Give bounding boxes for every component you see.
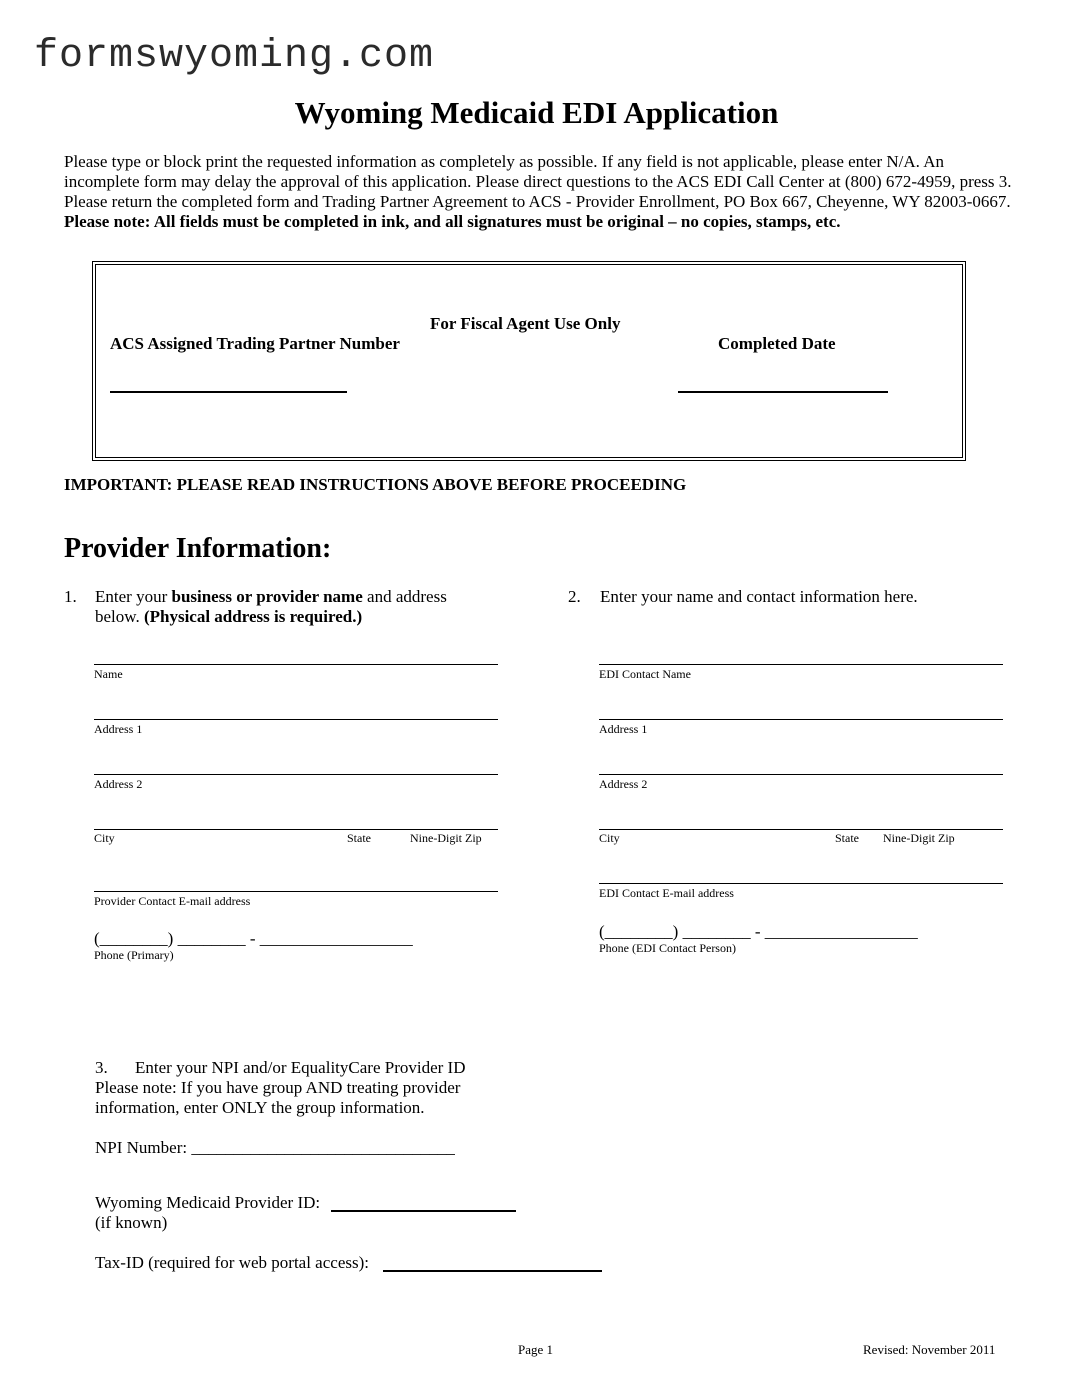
provider-email-field[interactable] bbox=[94, 891, 498, 892]
edi-address1-label: Address 1 bbox=[599, 722, 648, 736]
q2-text: Enter your name and contact information here. bbox=[600, 587, 918, 606]
intro-note: Please note: All fields must be completed in ink, and all signatures must be original – no copies, stamps, etc. bbox=[64, 212, 841, 231]
q3-number: 3. bbox=[95, 1058, 108, 1077]
fiscal-agent-box bbox=[92, 261, 966, 461]
q1-number: 1. bbox=[64, 587, 77, 606]
tax-id-label: Tax-ID (required for web portal access): bbox=[95, 1253, 369, 1272]
trading-partner-number-label: ACS Assigned Trading Partner Number bbox=[110, 334, 400, 353]
edi-address2-label: Address 2 bbox=[599, 777, 648, 791]
provider-email-label: Provider Contact E-mail address bbox=[94, 894, 251, 908]
edi-contact-name-label: EDI Contact Name bbox=[599, 667, 691, 681]
edi-address2-field[interactable] bbox=[599, 774, 1003, 775]
fiscal-agent-title: For Fiscal Agent Use Only bbox=[430, 314, 621, 333]
trading-partner-number-field[interactable] bbox=[110, 391, 347, 393]
q3-text-line1: Enter your NPI and/or EqualityCare Provider ID bbox=[135, 1058, 466, 1077]
tax-id-field[interactable] bbox=[383, 1270, 602, 1272]
provider-state-label: State bbox=[347, 831, 371, 845]
provider-name-label: Name bbox=[94, 667, 123, 681]
edi-address1-field[interactable] bbox=[599, 719, 1003, 720]
provider-name-field[interactable] bbox=[94, 664, 498, 665]
edi-city-state-zip-field[interactable] bbox=[599, 829, 1003, 830]
q1-text bbox=[95, 587, 515, 627]
q2-number: 2. bbox=[568, 587, 581, 606]
edi-contact-name-field[interactable] bbox=[599, 664, 1003, 665]
q3-text-line2: Please note: If you have group AND treating provider bbox=[95, 1078, 461, 1097]
section-title: Provider Information: bbox=[64, 533, 332, 564]
provider-city-label: City bbox=[94, 831, 115, 845]
medicaid-provider-id-label: Wyoming Medicaid Provider ID: bbox=[95, 1193, 321, 1212]
medicaid-provider-id-field[interactable] bbox=[331, 1210, 516, 1212]
provider-address2-label: Address 2 bbox=[94, 777, 143, 791]
edi-email-field[interactable] bbox=[599, 883, 1003, 884]
medicaid-provider-id-note: (if known) bbox=[95, 1213, 168, 1232]
important-notice: IMPORTANT: PLEASE READ INSTRUCTIONS ABOVE BEFORE PROCEEDING bbox=[64, 475, 687, 494]
provider-address1-label: Address 1 bbox=[94, 722, 143, 736]
provider-address1-field[interactable] bbox=[94, 719, 498, 720]
revised-date: Revised: November 2011 bbox=[863, 1342, 996, 1357]
intro-paragraph bbox=[64, 152, 1014, 232]
q1-text-post: and address bbox=[362, 587, 447, 606]
page-number: Page 1 bbox=[518, 1342, 554, 1357]
completed-date-field[interactable] bbox=[678, 391, 888, 393]
q3-text-line3: information, enter ONLY the group information. bbox=[95, 1098, 425, 1117]
edi-phone-label: Phone (EDI Contact Person) bbox=[599, 941, 736, 955]
provider-phone-label: Phone (Primary) bbox=[94, 948, 174, 962]
q1-text-bold: business or provider name bbox=[171, 587, 363, 606]
completed-date-label: Completed Date bbox=[718, 334, 836, 353]
intro-text: Please type or block print the requested information as completely as possible. If any field is not applicable, please enter N/A. An incomplete form may delay the approval of this application. Please direct questions to the ACS EDI Call Center at (800) 672-4959, press 3. Please return the completed form and Trading Partner Agreement to ACS - Provider Enrollment, PO Box 667, Cheyenne, WY 82003-0667. bbox=[64, 152, 1012, 211]
edi-zip-label: Nine-Digit Zip bbox=[883, 831, 955, 845]
edi-city-label: City bbox=[599, 831, 620, 845]
site-watermark: formswyoming.com bbox=[34, 34, 435, 79]
edi-state-label: State bbox=[835, 831, 859, 845]
q1-text-pre: Enter your bbox=[95, 587, 172, 606]
edi-email-label: EDI Contact E-mail address bbox=[599, 886, 734, 900]
provider-zip-label: Nine-Digit Zip bbox=[410, 831, 482, 845]
npi-number-field[interactable]: NPI Number: _______________________________ bbox=[95, 1138, 455, 1157]
provider-city-state-zip-field[interactable] bbox=[94, 829, 498, 830]
provider-phone-field[interactable]: (________) ________ - __________________ bbox=[94, 929, 413, 948]
q1-text-line2: below. bbox=[95, 607, 144, 626]
edi-phone-field[interactable]: (________) ________ - __________________ bbox=[599, 922, 918, 941]
provider-address2-field[interactable] bbox=[94, 774, 498, 775]
q1-text-line2-bold: (Physical address is required.) bbox=[143, 607, 363, 626]
page-title: Wyoming Medicaid EDI Application bbox=[294, 95, 779, 130]
